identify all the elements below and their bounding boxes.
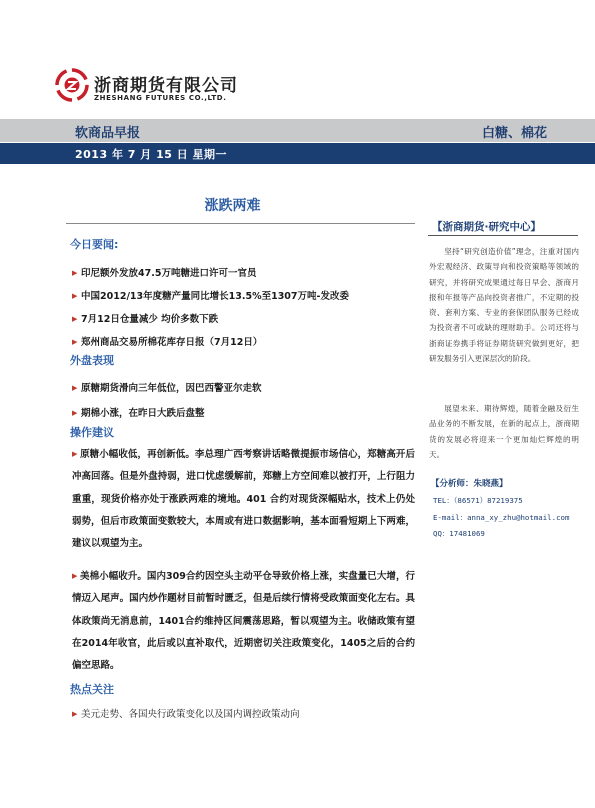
bullet-arrow-icon: ▶: [72, 384, 78, 392]
divider: [66, 223, 415, 224]
news-item: ▶ 7月12日仓量减少 均价多数下跌: [72, 314, 219, 325]
bullet-arrow-icon: ▶: [72, 450, 78, 458]
bullet-arrow-icon: ▶: [72, 572, 78, 580]
sidebar-intro: 坚持“研究创造价值”理念，注重对国内外宏观经济、政策导向和投资策略等领域的研究，并将研究成果通过每日早会、浙商月报和年报等产品向投资者推广，不定期的投资、套利方案、专业的套保团队服务已经成为投资者不可或缺的理财助手。公司还将与浙商证券携手将证券期货研究做到更好，把研发服务引入更深层次的阶段。: [429, 247, 579, 364]
bullet-arrow-icon: ▶: [72, 710, 78, 718]
section-title-advice: 操作建议: [70, 426, 114, 439]
bullet-arrow-icon: ▶: [72, 338, 78, 346]
bullet-arrow-icon: ▶: [72, 292, 78, 300]
report-date: 2013 年 7 月 15 日 星期一: [75, 148, 228, 161]
advice-paragraph: ▶ 美棉小幅收升。国内309合约因空头主动平仓导致价格上涨，实盘量已大增，行情迈入尾声。国内炒作题材目前暂时匮乏，但是后续行情将受政策面变化左右。具体政策尚无消息前，1401合约维持区间震荡思路，暂以观望为主。收储政策有望在2014年收官，此后或以直补取代，近期密切关注政策变化，1405之后的合约偏空思路。: [72, 565, 415, 677]
news-item: ▶ 印尼额外发放47.5万吨糖进口许可一官员: [72, 268, 257, 279]
analyst-label: 【分析师：朱晓燕】: [431, 479, 508, 489]
advice-paragraph: ▶ 原糖小幅收低，再创新低。李总理广西考察讲话略微提振市场信心，郑糖高开后冲高回落。但是外盘持弱，进口忧虑缓解前，郑糖上方空间难以被打开，上行阻力重重，现货价格亦处于涨跌两难的境地。401 合约对现货深幅贴水，技术上仍处弱势，但后市政策面变数较大，本周或有进口数据影响，基本面看短期上下两难，建议以观望为主。: [72, 443, 415, 555]
report-type: 软商品早报: [75, 126, 141, 141]
sidebar-title: 【浙商期货·研究中心】: [432, 221, 541, 233]
news-item: ▶ 郑州商品交易所棉花库存日报（7月12日）: [72, 337, 263, 348]
analyst-qq: QQ：17481069: [433, 529, 485, 538]
analyst-name: 朱晓燕】: [473, 479, 508, 489]
bullet-arrow-icon: ▶: [72, 409, 78, 417]
news-item: ▶ 中国2012/13年度糖产量同比增长13.5%至1307万吨-发改委: [72, 291, 349, 302]
section-title-hot: 热点关注: [70, 683, 114, 696]
sidebar-outlook: 展望未来、期待辉煌，随着金融及衍生品业务的不断发展，在新的起点上，浙商期货的发展必将迎来一个更加灿烂辉煌的明天。: [429, 404, 579, 459]
company-name-english: ZHESHANG FUTURES CO.,LTD.: [94, 94, 227, 102]
sidebar-divider: [428, 235, 578, 236]
company-logo-icon: [55, 68, 89, 102]
bullet-arrow-icon: ▶: [72, 269, 78, 277]
analyst-tel: TEL：（86571）87219375: [433, 496, 523, 505]
commodity-label: 白糖、棉花: [481, 126, 547, 141]
bullet-arrow-icon: ▶: [72, 315, 78, 323]
foreign-item: ▶ 期棉小涨，在昨日大跌后盘整: [72, 408, 205, 419]
section-title-news: 今日要闻:: [70, 238, 119, 251]
foreign-item: ▶ 原糖期货滑向三年低位，因巴西警亚尔走软: [72, 383, 262, 394]
analyst-email: E-mail：anna_xy_zhu@hotmail.com: [433, 513, 570, 522]
page-title: 涨跌两难: [204, 198, 261, 214]
company-name: 浙商期货有限公司: [94, 76, 238, 96]
hot-item: ▶ 美元走势、各国央行政策变化以及国内调控政策动向: [72, 709, 300, 720]
section-title-foreign: 外盘表现: [70, 354, 114, 367]
